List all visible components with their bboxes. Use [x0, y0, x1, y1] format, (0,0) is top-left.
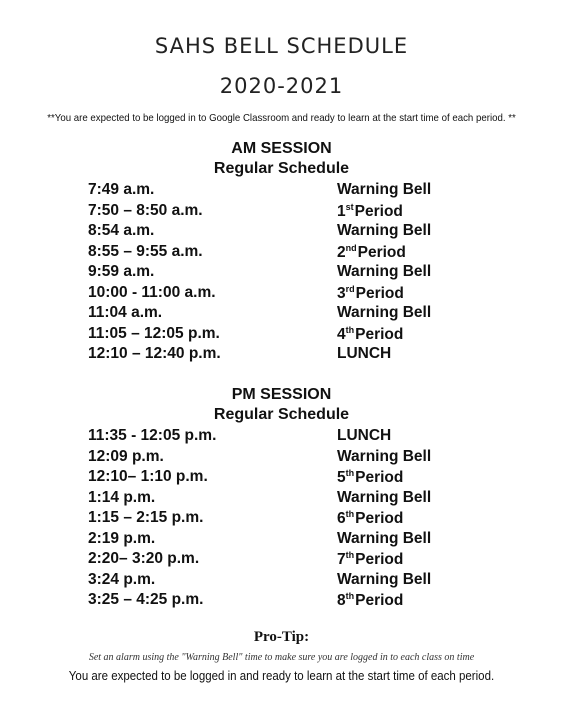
login-note: **You are expected to be logged in to Google Classroom and ready to learn at the start time of each period. **	[47, 112, 516, 124]
schedule-row	[88, 243, 488, 264]
row-label	[337, 325, 403, 344]
period-number: 8	[337, 592, 346, 609]
schedule-row	[88, 468, 488, 489]
row-label-text: Period	[357, 243, 406, 261]
schedule-row	[88, 509, 488, 530]
ordinal-suffix: th	[345, 509, 355, 519]
schedule-row	[88, 263, 488, 284]
row-label-text: Warning Bell	[337, 263, 432, 280]
pm-schedule-table	[88, 427, 488, 612]
am-schedule-table	[88, 181, 488, 366]
row-label	[337, 345, 391, 363]
schedule-row	[88, 448, 488, 469]
row-time: 1:15 – 2:15 p.m.	[88, 509, 204, 526]
row-label-text: Period	[355, 469, 404, 486]
row-label-text: Period	[355, 510, 404, 527]
row-label	[337, 181, 431, 199]
row-time: 3:24 p.m.	[88, 570, 156, 588]
row-time: 7:49 a.m.	[88, 181, 155, 198]
schedule-row	[88, 571, 488, 592]
protip-heading: Pro-Tip:	[253, 629, 310, 645]
row-label-text: Warning Bell	[337, 304, 432, 321]
row-label-text: Warning Bell	[337, 570, 432, 588]
row-label	[337, 448, 431, 466]
row-time: 11:35 - 12:05 p.m.	[88, 427, 217, 444]
am-schedule-subheading: Regular Schedule	[213, 160, 350, 177]
row-label	[337, 530, 431, 548]
ordinal-suffix: th	[345, 550, 355, 560]
row-label	[337, 284, 404, 303]
row-label-text: Period	[355, 325, 404, 343]
schedule-row	[88, 181, 488, 202]
schedule-row	[88, 202, 488, 223]
row-time: 1:14 p.m.	[88, 488, 156, 506]
school-year: 2020-2021	[219, 74, 344, 98]
schedule-row	[88, 427, 488, 448]
ordinal-suffix: nd	[345, 242, 357, 253]
period-number: 3	[337, 284, 346, 302]
row-label	[337, 550, 403, 569]
row-label	[337, 304, 431, 322]
row-label	[337, 509, 403, 528]
document-title: SAHS BELL SCHEDULE	[154, 34, 409, 58]
ordinal-suffix: th	[345, 324, 355, 335]
row-label-text: Warning Bell	[337, 181, 432, 198]
row-time: 2:19 p.m.	[88, 529, 156, 547]
period-number: 4	[337, 325, 346, 343]
row-label-text: Period	[355, 551, 404, 568]
schedule-row	[88, 304, 488, 325]
row-label-text: LUNCH	[337, 427, 392, 444]
row-label-text: Warning Bell	[337, 222, 432, 239]
row-time: 7:50 – 8:50 a.m.	[88, 201, 203, 219]
pm-session-heading: PM SESSION	[231, 386, 332, 403]
row-label	[337, 468, 403, 487]
row-label-text: Period	[355, 284, 404, 302]
pm-schedule-subheading: Regular Schedule	[213, 406, 350, 423]
period-number: 1	[337, 202, 346, 220]
row-time: 8:54 a.m.	[88, 222, 155, 239]
am-session-heading: AM SESSION	[231, 140, 332, 157]
schedule-row	[88, 530, 488, 551]
ordinal-suffix: st	[345, 201, 354, 212]
row-time: 12:10– 1:10 p.m.	[88, 468, 208, 485]
period-number: 2	[337, 243, 346, 261]
protip-text: Set an alarm using the "Warning Bell" time to make sure you are logged in to each class on time	[88, 652, 475, 663]
schedule-row	[88, 222, 488, 243]
row-label-text: Warning Bell	[337, 447, 432, 465]
row-time: 10:00 - 11:00 a.m.	[88, 283, 216, 301]
row-label-text: Warning Bell	[337, 529, 432, 547]
period-number: 6	[337, 510, 346, 527]
row-label-text: Warning Bell	[337, 488, 432, 506]
schedule-row	[88, 284, 488, 305]
row-label	[337, 489, 431, 507]
ordinal-suffix: th	[345, 468, 355, 478]
row-time: 8:55 – 9:55 a.m.	[88, 242, 203, 260]
row-label	[337, 571, 431, 589]
schedule-row	[88, 550, 488, 571]
row-label-text: Period	[355, 592, 404, 609]
schedule-row	[88, 345, 488, 366]
row-time: 11:04 a.m.	[88, 304, 163, 321]
schedule-row	[88, 591, 488, 612]
ordinal-suffix: rd	[345, 283, 355, 294]
row-label	[337, 202, 403, 221]
row-label	[337, 222, 431, 240]
row-time: 2:20– 3:20 p.m.	[88, 550, 200, 567]
schedule-row	[88, 325, 488, 346]
period-number: 5	[337, 469, 346, 486]
schedule-row	[88, 489, 488, 510]
row-label	[337, 263, 431, 281]
row-label	[337, 427, 391, 445]
row-label-text: Period	[354, 202, 403, 220]
row-time: 12:10 – 12:40 p.m.	[88, 345, 221, 362]
row-time: 12:09 p.m.	[88, 447, 164, 465]
row-time: 3:25 – 4:25 p.m.	[88, 591, 204, 608]
ordinal-suffix: th	[345, 591, 355, 601]
row-label	[337, 591, 403, 610]
final-note: You are expected to be logged in and ready to learn at the start time of each period.	[68, 669, 495, 683]
row-time: 9:59 a.m.	[88, 263, 155, 280]
row-label-text: LUNCH	[337, 345, 392, 362]
period-number: 7	[337, 551, 346, 568]
row-label	[337, 243, 406, 262]
row-time: 11:05 – 12:05 p.m.	[88, 324, 220, 342]
